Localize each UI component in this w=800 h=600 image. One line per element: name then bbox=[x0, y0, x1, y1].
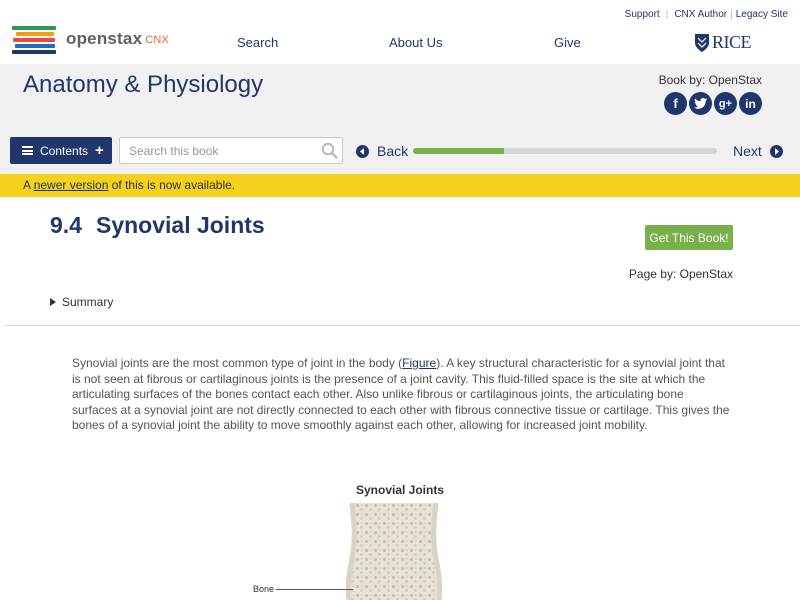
google-plus-icon[interactable]: g+ bbox=[714, 92, 737, 115]
contents-button[interactable] bbox=[10, 137, 112, 164]
contents-label: Contents bbox=[40, 143, 89, 158]
chevron-right-icon bbox=[770, 145, 783, 158]
utility-links bbox=[625, 9, 788, 20]
banner-prefix: A bbox=[23, 178, 34, 192]
paragraph-text: Synovial joints are the most common type of joint in the body ( bbox=[72, 356, 403, 370]
plus-icon: + bbox=[95, 142, 104, 159]
banner-suffix: of this is now available. bbox=[108, 178, 236, 192]
nav-search[interactable]: Search bbox=[237, 35, 279, 50]
book-author: Book by: OpenStax bbox=[658, 73, 762, 87]
figure-title: Synovial Joints bbox=[355, 483, 445, 497]
rice-shield-icon bbox=[694, 33, 710, 53]
divider: | bbox=[730, 9, 733, 20]
bone-label: Bone bbox=[253, 584, 275, 594]
get-this-book-button[interactable]: Get This Book! bbox=[645, 225, 733, 250]
next-button[interactable] bbox=[733, 143, 783, 159]
book-progress-bar bbox=[413, 148, 717, 154]
search-input[interactable] bbox=[120, 138, 315, 163]
divider bbox=[4, 325, 800, 326]
summary-toggle[interactable] bbox=[50, 295, 113, 309]
nav-about-us[interactable]: About Us bbox=[389, 35, 443, 50]
books-logo-icon bbox=[12, 24, 60, 54]
social-share bbox=[664, 92, 762, 115]
leader-line bbox=[276, 589, 353, 590]
rice-wordmark: RICE bbox=[712, 32, 752, 52]
next-label: Next bbox=[733, 143, 762, 159]
book-search bbox=[119, 137, 343, 164]
summary-label: Summary bbox=[62, 295, 114, 309]
nav-give[interactable]: Give bbox=[554, 35, 581, 50]
newer-version-link[interactable]: newer version bbox=[33, 178, 109, 192]
divider: | bbox=[665, 9, 669, 20]
caret-right-icon bbox=[50, 298, 56, 306]
back-label: Back bbox=[377, 143, 409, 159]
facebook-icon[interactable]: f bbox=[664, 92, 687, 115]
page-author: Page by: OpenStax bbox=[628, 267, 733, 281]
section-number: 9.4 bbox=[50, 212, 82, 238]
logo-wordmark: openstax CNX bbox=[66, 29, 170, 48]
newer-version-banner bbox=[0, 174, 800, 197]
book-toolbar bbox=[0, 132, 800, 174]
chevron-left-icon bbox=[356, 145, 369, 158]
figure-link[interactable]: Figure bbox=[402, 356, 437, 370]
cnx-author-link[interactable]: CNX Author bbox=[674, 9, 728, 20]
body-paragraph bbox=[72, 356, 732, 434]
section-title bbox=[50, 212, 265, 239]
synovial-joint-illustration bbox=[346, 503, 442, 600]
list-icon bbox=[22, 146, 33, 155]
rice-logo[interactable] bbox=[694, 32, 751, 53]
openstax-cnx-logo[interactable] bbox=[12, 24, 169, 54]
support-link[interactable]: Support bbox=[624, 9, 660, 20]
progress-fill bbox=[413, 148, 504, 154]
search-icon[interactable] bbox=[321, 142, 338, 159]
back-button[interactable] bbox=[356, 143, 408, 159]
top-navigation bbox=[0, 0, 800, 64]
twitter-icon[interactable] bbox=[689, 92, 712, 115]
legacy-site-link[interactable]: Legacy Site bbox=[735, 9, 788, 20]
linkedin-icon[interactable]: in bbox=[739, 92, 762, 115]
section-name: Synovial Joints bbox=[95, 212, 265, 238]
paragraph-text: ). A key structural characteristic for a synovial joint that is not seen at fibrous or cartilaginous joints is the presence of a joint cavity. This fluid-filled space is the site at which the articulating surfaces of the bones contact each other. Also unlike fibrous or cartilaginous joints, the articulating bone surfaces at a synovial joint are not directly connected to each other with fibrous connective tissue or cartilage. This gives the bones of a synovial joint the ability to move smoothly against each other, allowing for increased joint mobility. bbox=[72, 356, 730, 432]
book-title-bar bbox=[0, 64, 800, 132]
book-title: Anatomy & Physiology bbox=[23, 71, 264, 98]
